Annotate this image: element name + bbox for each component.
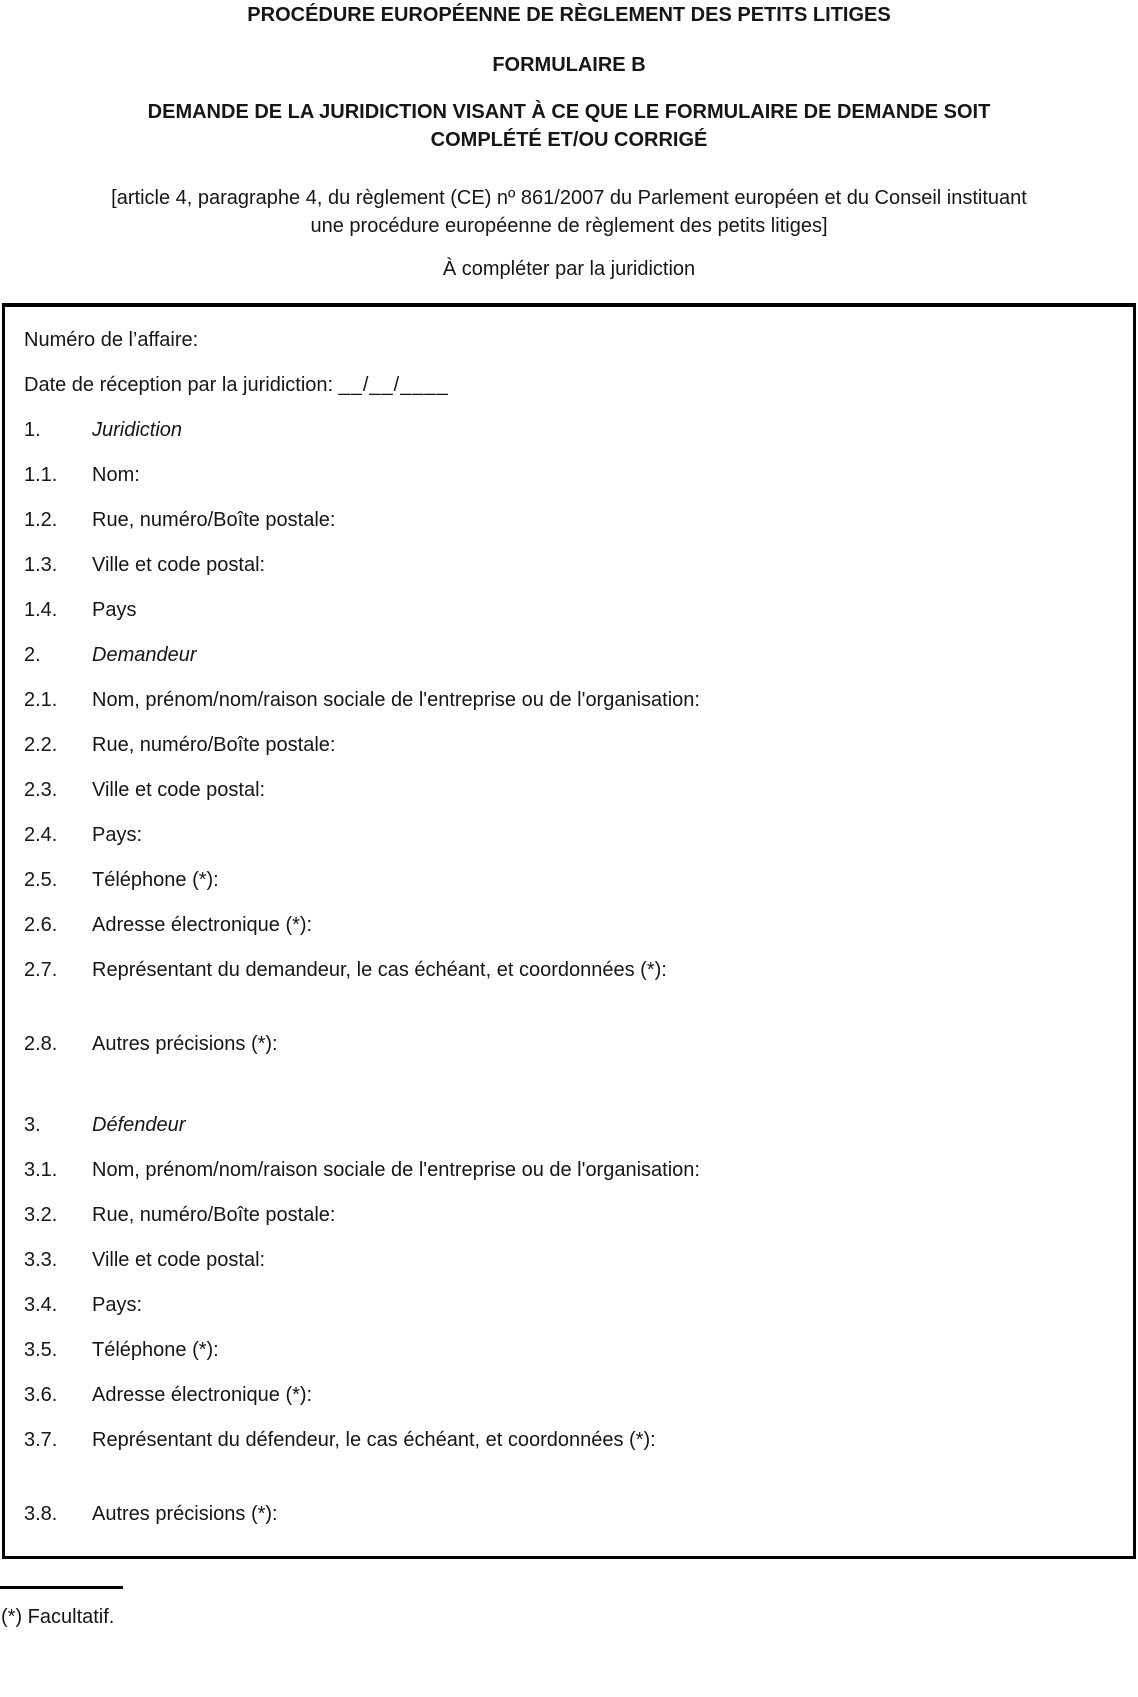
form-row-claimant-other-details — [24, 1033, 1114, 1056]
section-row-claimant — [24, 644, 1114, 667]
form-row-defendant-country — [24, 1294, 1114, 1317]
item-number: 2. — [24, 644, 41, 666]
item-number: 3.4. — [24, 1294, 58, 1316]
item-number: 3.7. — [24, 1429, 58, 1451]
reception-date-blank-field: __/__/____ — [338, 374, 449, 396]
item-label: Pays: — [92, 1294, 143, 1316]
item-number: 2.4. — [24, 824, 58, 846]
section-label: Juridiction — [92, 419, 183, 441]
item-label: Rue, numéro/Boîte postale: — [92, 1204, 336, 1226]
section-label: Défendeur — [92, 1114, 186, 1136]
form-row-court-city — [24, 554, 1114, 577]
form-row-claimant-country — [24, 824, 1114, 847]
main-title: PROCÉDURE EUROPÉENNE DE RÈGLEMENT DES PETITS LITIGES — [247, 4, 891, 26]
reception-date-label: Date de réception par la juridiction: — [24, 374, 334, 396]
item-number: 1.3. — [24, 554, 58, 576]
item-label: Ville et code postal: — [92, 1249, 266, 1271]
case-number-row — [24, 329, 1114, 352]
footnote-divider — [0, 1586, 123, 1589]
legal-reference — [0, 184, 1138, 240]
legal-reference-line-1: [article 4, paragraphe 4, du règlement (CE) nº 861/2007 du Parlement européen et du Conseil instituant — [111, 187, 1027, 209]
form-row-court-country — [24, 599, 1114, 622]
item-number: 2.8. — [24, 1033, 58, 1055]
item-number: 3.1. — [24, 1159, 58, 1181]
form-title: FORMULAIRE B — [492, 54, 646, 76]
item-label: Rue, numéro/Boîte postale: — [92, 734, 336, 756]
form-row-defendant-city — [24, 1249, 1114, 1272]
form-row-claimant-city — [24, 779, 1114, 802]
section-row-defendant — [24, 1114, 1114, 1137]
item-number: 1.4. — [24, 599, 58, 621]
item-label: Ville et code postal: — [92, 554, 266, 576]
request-title-line-1: DEMANDE DE LA JURIDICTION VISANT À CE QUE LE FORMULAIRE DE DEMANDE SOIT — [147, 101, 991, 123]
item-number: 1.2. — [24, 509, 58, 531]
item-number: 2.6. — [24, 914, 58, 936]
form-row-claimant-representative — [24, 959, 1114, 982]
form-row-claimant-name — [24, 689, 1114, 712]
item-label: Nom: — [92, 464, 140, 486]
form-row-defendant-name — [24, 1159, 1114, 1182]
form-row-defendant-email — [24, 1384, 1114, 1407]
item-label: Autres précisions (*): — [92, 1503, 278, 1525]
item-label: Pays — [92, 599, 137, 621]
reception-date-row — [24, 374, 1114, 397]
completion-instruction: À compléter par la juridiction — [442, 258, 696, 280]
item-label: Pays: — [92, 824, 143, 846]
request-title — [0, 98, 1138, 154]
item-label: Nom, prénom/nom/raison sociale de l'entreprise ou de l'organisation: — [92, 1159, 700, 1181]
case-number-label: Numéro de l’affaire: — [24, 329, 199, 351]
item-label: Adresse électronique (*): — [92, 914, 313, 936]
document-header — [0, 4, 1138, 281]
legal-reference-line-2: une procédure européenne de règlement des petits litiges] — [310, 215, 828, 237]
item-label: Téléphone (*): — [92, 1339, 219, 1361]
item-number: 3.6. — [24, 1384, 58, 1406]
form-row-court-name — [24, 464, 1114, 487]
form-row-defendant-phone — [24, 1339, 1114, 1362]
item-number: 3. — [24, 1114, 41, 1136]
form-row-defendant-representative — [24, 1429, 1114, 1452]
item-number: 2.3. — [24, 779, 58, 801]
form-row-claimant-email — [24, 914, 1114, 937]
item-number: 3.8. — [24, 1503, 58, 1525]
form-row-claimant-phone — [24, 869, 1114, 892]
item-label: Rue, numéro/Boîte postale: — [92, 509, 336, 531]
item-number: 1. — [24, 419, 41, 441]
form-row-defendant-street — [24, 1204, 1114, 1227]
form-row-court-street — [24, 509, 1114, 532]
item-label: Représentant du défendeur, le cas échéant, et coordonnées (*): — [92, 1429, 656, 1451]
footnote-text: (*) Facultatif. — [1, 1606, 115, 1628]
item-number: 2.1. — [24, 689, 58, 711]
form-row-claimant-street — [24, 734, 1114, 757]
item-number: 3.3. — [24, 1249, 58, 1271]
item-number: 3.5. — [24, 1339, 58, 1361]
item-number: 1.1. — [24, 464, 58, 486]
item-label: Représentant du demandeur, le cas échéant, et coordonnées (*): — [92, 959, 667, 981]
item-number: 2.5. — [24, 869, 58, 891]
item-label: Autres précisions (*): — [92, 1033, 278, 1055]
request-title-line-2: COMPLÉTÉ ET/OU CORRIGÉ — [430, 129, 708, 151]
item-label: Ville et code postal: — [92, 779, 266, 801]
item-number: 3.2. — [24, 1204, 58, 1226]
section-label: Demandeur — [92, 644, 197, 666]
item-label: Téléphone (*): — [92, 869, 219, 891]
form-box — [2, 303, 1136, 1559]
form-row-defendant-other-details — [24, 1503, 1114, 1526]
item-number: 2.7. — [24, 959, 58, 981]
item-number: 2.2. — [24, 734, 58, 756]
item-label: Adresse électronique (*): — [92, 1384, 313, 1406]
section-row-court — [24, 419, 1114, 442]
item-label: Nom, prénom/nom/raison sociale de l'entreprise ou de l'organisation: — [92, 689, 700, 711]
